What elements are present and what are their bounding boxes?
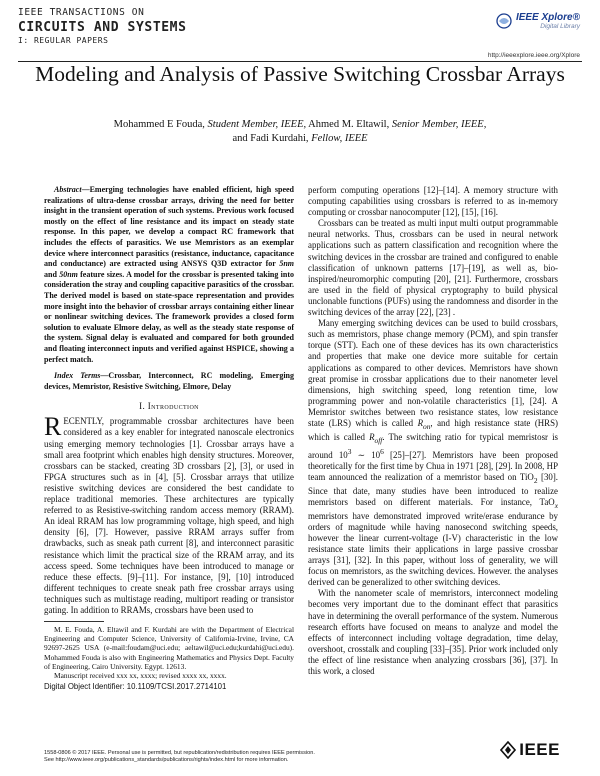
abstract-feature-50nm: 50nm [59, 269, 78, 279]
footnote-rule [44, 621, 104, 622]
ratio-exp-low: 3 [347, 446, 352, 456]
index-terms-label: Index Terms [54, 371, 101, 381]
abstract [44, 185, 294, 365]
right-column [308, 185, 558, 677]
intro-caps: ECENTLY, [63, 416, 104, 427]
section-number: I. [139, 401, 146, 412]
copyright-line-2: See http://www.ieee.org/publications_standards/publications/rights/index.html for more information. [44, 757, 289, 763]
xplore-name: IEEE Xplore® [515, 12, 580, 23]
r-on-symbol: R [417, 417, 424, 428]
section-title: Introduction [147, 401, 199, 412]
p2-text-b: , and high resistance state (HRS) which is called [308, 417, 558, 442]
p2-text-f: [30]. Since that date, many studies have been introduced to realize memristors based on different materials. For instance, TaO [308, 471, 558, 507]
p2-text-g: memristors have demonstrated improved write/erase endurance by orders of magnitude while having nanosecond switching speeds, however the linear current-voltage (I-V) characteristic in the low resistance state limits their applications in large passive crossbar arrays [31], [32]. In this paper, without loss of generality, we will focus on memristors, as the switching devices. However. the analyses derived can be generalized to other switching devices. [308, 510, 558, 588]
author-fouda-role: Student Member, IEEE, [207, 119, 307, 130]
ieee-diamond-icon [500, 741, 516, 759]
p2-text-c: . The switching ratio for typical memristosr is around 10 [308, 431, 559, 460]
r-off-symbol: R [369, 431, 375, 442]
journal-line-2: CIRCUITS AND SYSTEMS [18, 19, 187, 35]
author-kurdahi: and Fadi Kurdahi, [232, 133, 309, 144]
received-footnote: Manuscript received xxx xx, xxxx; revised xxxx xx, xxxx. [54, 671, 227, 681]
section-heading-intro [44, 401, 294, 412]
p2-text-d: ∼ 10 [351, 449, 381, 460]
author-eltawil-role: Senior Member, IEEE, [391, 119, 487, 130]
xplore-subtitle: Digital Library [540, 23, 580, 30]
author-kurdahi-role: Fellow, IEEE [311, 133, 368, 144]
left-column [44, 185, 294, 692]
index-terms [44, 371, 294, 392]
abstract-feature-5nm: 5nm [279, 259, 294, 269]
journal-header [18, 8, 187, 45]
abstract-text-2: and [44, 269, 60, 279]
abstract-text-1: —Emerging technologies have enabled efficient, high speed realizations of ultra-dense crossbar arrays, driving the need for better insight in the transient operation of such systems. Previous work focused mostly on the effect of line resistance and its impact on steady state response. In this paper, we develop a compact RC framework that includes the effects of parasitics. We use Memristors as an exemplar device where interconnect parasitics (resistance, inductance, capacitance and conductance) are extracted using ANSYS Q3D extractor for [44, 185, 294, 269]
abstract-text-3: feature sizes. A model for the crossbar is presented taking into consideration the stray and coupling capacitive parasitics of the crossbar. The derived model is based on state-space representation and provides more insight into the behavior of crossbar arrays containing either linear or nonlinear switching devices. The framework provides a closed form solution to evaluate Elmore delay, as well as the steady state response of the system. Signal delay is evaluated and compared for both grounded and floating interconnect inputs and verified against HSPICE, showing a perfect match. [44, 269, 294, 364]
right-paragraph-2 [308, 318, 558, 588]
abstract-label: Abstract [54, 185, 82, 194]
right-paragraph-0: perform computing operations [12]–[14]. A memory structure with computing capabilities using crossbars is referred to as in-memory computing or crossbar nanocomputer [12], [15], [16]. [308, 185, 558, 218]
r-on-sub: on [423, 421, 431, 431]
xplore-logo-icon [496, 13, 512, 29]
xplore-badge [496, 12, 580, 30]
journal-line-3: I: REGULAR PAPERS [18, 35, 109, 45]
tio2-sub: 2 [533, 475, 538, 485]
p2-text-e: [25]–[27]. Memristors have been proposed theoretically for the first time by Chua in 1971 [28], [29]. In 2008, HP team announced the realization of a memristor based on TiO [308, 449, 558, 482]
intro-paragraph [44, 412, 294, 616]
paper-title: Modeling and Analysis of Passive Switching Crossbar Arrays [35, 62, 565, 86]
doi-line[interactable]: Digital Object Identifier: 10.1109/TCSI.2017.2714101 [44, 682, 227, 692]
right-paragraph-3: With the nanometer scale of memristors, interconnect modeling becomes very important due to the dominant effect that parasitics have in determining the overall performance of the system. Numerous research efforts have focused on means to analyze and model the effects of interconnect including voltage degradation, time delay, overshoot, crosstalk and coupling [33]–[35]. Prior work included only the effect of line resistance when analyzing crossbars [36], [37]. In this work, a closed [308, 588, 558, 677]
ratio-exp-high: 6 [380, 446, 384, 456]
author-list [40, 118, 560, 146]
ieee-logo [500, 740, 560, 760]
r-off-sub: off [374, 435, 383, 445]
affiliation-footnote: M. E. Fouda, A. Eltawil and F. Kurdahi are with the Department of Electrical Engineering and Computer Science, University of California-Irvine, Irvine, CA 92697-2625 USA (e-mail:foudam@uci.edu; aeltawil@uci.edu;kurdahi@uci.edu). Mohammed Fouda is also with Engineering Mathematics and Physics Dept. Faculty of Engineering, Cairo University. Egypt. 12613. [44, 625, 294, 671]
author-eltawil: Ahmed M. Eltawil, [308, 119, 390, 130]
author-fouda: Mohammed E Fouda, [113, 119, 205, 130]
copyright-line-1: 1558-0806 © 2017 IEEE. Personal use is permitted, but republication/redistribution requires IEEE permission. [44, 750, 315, 756]
copyright-footer [44, 750, 315, 764]
ieee-logo-text: IEEE [519, 740, 560, 759]
journal-line-1: IEEE TRANSACTIONS ON [18, 7, 145, 18]
taox-sub: x [554, 500, 558, 510]
intro-text: programmable crossbar architectures have been considered as a key enabler for integrated nanoscale electronics using emerging memory technologies [1]. Crossbar arrays have a small area footprint which enables high density structures. Moreover, crossbars can be stacked, creating 3D crossbars [2], [3], or used in FPGA structures such as in [4], [5]. Crossbar arrays that utilize resistive switching devices are considered the best candidate to replace traditional memories. These architectures are typically referred to as Resistive-switching random access memory (RRAM). An ideal RRAM has low programming voltage, high speed, and high density [6], [7]. However, passive RRAM arrays suffer from drawbacks, such as sneak path current [8], and interconnect parasitic resistance which limit the practical size of the RRAM array, and its access speed. Some techniques have been introduced to manage or reduce these effects. [9]–[11]. For instance, [9], [10] introduced different techniques to create sneak path free crossbar arrays using techniques such as multistage reading, multiport reading or transistor gating. In addition to RRAMs, crossbars have been used to [44, 416, 294, 615]
xplore-url[interactable]: http://ieeexplore.ieee.org/Xplore [487, 52, 580, 59]
right-paragraph-1: Crossbars can be treated as multi input multi output programmable neural networks. Thus, crossbars can be used in neural network applications such as pattern classification and recognition where the switching devices in the crossbar are trained and configured to enable classification of unknown patterns [17]–[19], as well as, bio-inspired/neuromorphic computing [20], [21]. Furthermore, crossbars are used in the field of physical cryptography to build physical unclonable functions (PUFs) using the randomness and disorder in the switching devices of the array [22], [23] . [308, 218, 558, 318]
dropcap-letter: R [44, 412, 62, 442]
p2-text-a: Many emerging switching devices can be used to build crossbars, such as memristors, phase change memory (PCM), and spin transfer torque (STT). Each one of these devices has its own characteristics and properties that make one device more suitable for certain applications as compared to other devices. Memristors have shown great promise in crossbar applications due to their nanometer level dimensions, high switching speed, long retention time, low programming power and non-volatile characteristics [1], [24]. A Memristor switches between two resistance states, low resistance state (LRS) which is called [308, 318, 558, 428]
index-terms-text: —Crossbar, Interconnect, RC modeling, Emerging devices, Memristor, Resistive Switching, Elmore, Delay [44, 371, 294, 391]
